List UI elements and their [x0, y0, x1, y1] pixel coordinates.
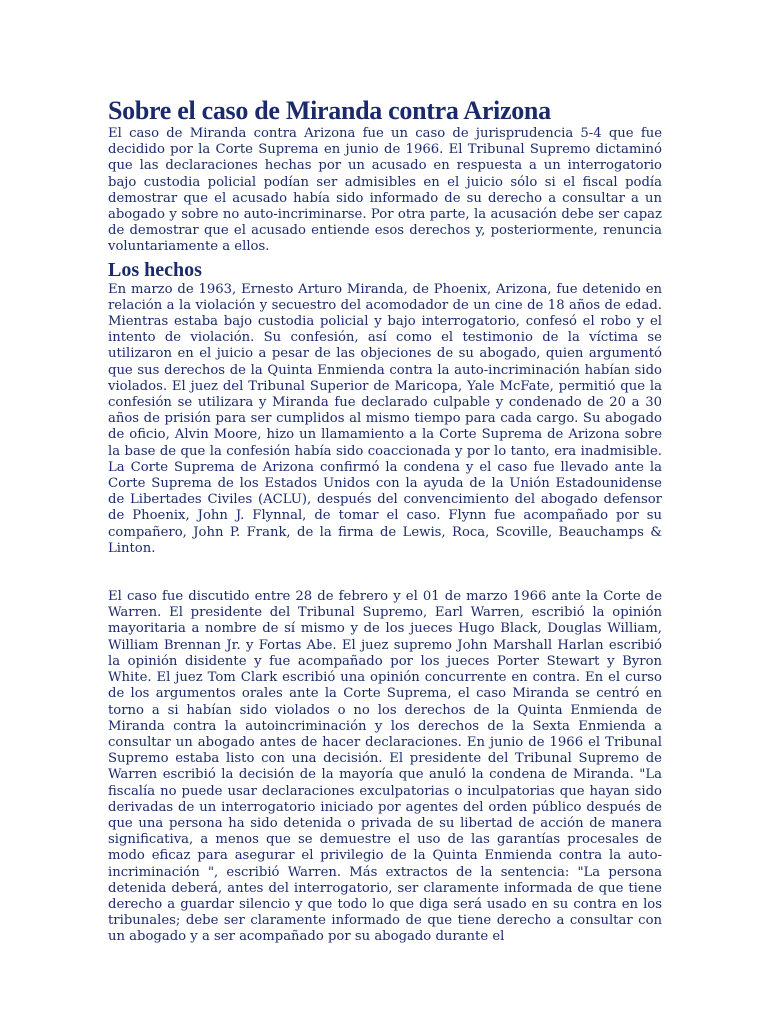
facts-paragraph: En marzo de 1963, Ernesto Arturo Miranda, de Phoenix, Arizona, fue detenido en relación a la violación y secuestro del acomodador de un cine de 18 años de edad. Mientras estaba bajo custodia policial y bajo interrogatorio, confesó el robo y el intento de violación. Su confesión, así como el testimonio de la víctima se utilizaron en el juicio a pesar de las objeciones de su abogado, quien argumentó que sus derechos de la Quinta Enmienda contra la auto-incriminación habían sido violados. El juez del Tribunal Superior de Maricopa, Yale McFate, permitió que la confesión se utilizara y Miranda fue declarado culpable y condenado de 20 a 30 años de prisión para ser cumplidos al mismo tiempo para cada cargo. Su abogado de oficio, Alvin Moore, hizo un llamamiento a la Corte Suprema de Arizona sobre la base de que la confesión había sido coaccionada y por lo tanto, era inadmisible. La Corte Suprema de Arizona confirmó la condena y el caso fue llevado ante la Corte Suprema de los Estados Unidos con la ayuda de la Unión Estadounidense de Libertades Civiles (ACLU), después del convencimiento del abogado defensor de Phoenix, John J. Flynnal, de tomar el caso. Flynn fue acompañado por su compañero, John P. Frank, de la firma de Lewis, Roca, Scoville, Beauchamps & Linton. [108, 281, 662, 556]
section-heading-facts: Los hechos [108, 258, 202, 281]
document-title: Sobre el caso de Miranda contra Arizona [108, 96, 551, 125]
decision-paragraph: El caso fue discutido entre 28 de febrero y el 01 de marzo 1966 ante la Corte de Warren. El presidente del Tribunal Supremo, Earl Warren, escribió la opinión mayoritaria a nombre de sí mismo y de los jueces Hugo Black, Douglas William, William Brennan Jr. y Fortas Abe. El juez supremo John Marshall Harlan escribió la opinión disidente y fue acompañado por los jueces Porter Stewart y Byron White. El juez Tom Clark escribió una opinión concurrente en contra. En el curso de los argumentos orales ante la Corte Suprema, el caso Miranda se centró en torno a si habían sido violados o no los derechos de la Quinta Enmienda de Miranda contra la autoincriminación y los derechos de la Sexta Enmienda a consultar un abogado antes de hacer declaraciones. En junio de 1966 el Tribunal Supremo estaba listo con una decisión. El presidente del Tribunal Supremo de Warren escribió la decisión de la mayoría que anuló la condena de Miranda. "La fiscalía no puede usar declaraciones exculpatorias o inculpatorias que hayan sido derivadas de un interrogatorio iniciado por agentes del orden público después de que una persona ha sido detenida o privada de su libertad de acción de manera significativa, a menos que se demuestre el uso de las garantías procesales de modo eficaz para asegurar el privilegio de la Quinta Enmienda contra la auto-incriminación ", escribió Warren. Más extractos de la sentencia: "La persona detenida deberá, antes del interrogatorio, ser claramente informada de que tiene derecho a guardar silencio y que todo lo que diga será usado en su contra en los tribunales; debe ser claramente informado de que tiene derecho a consultar con un abogado y a ser acompañado por su abogado durante el [108, 589, 662, 945]
paragraph-spacer [108, 557, 662, 589]
document-page [108, 96, 662, 946]
intro-paragraph: El caso de Miranda contra Arizona fue un caso de jurisprudencia 5-4 que fue decidido por la Corte Suprema en junio de 1966. El Tribunal Supremo dictaminó que las declaraciones hechas por un acusado en respuesta a un interrogatorio bajo custodia policial podían ser admisibles en el juicio sólo si el fiscal podía demostrar que el acusado había sido informado de su derecho a consultar a un abogado y sobre no auto-incriminarse. Por otra parte, la acusación debe ser capaz de demostrar que el acusado entiende esos derechos y, posteriormente, renuncia voluntariamente a ellos. [108, 126, 662, 255]
